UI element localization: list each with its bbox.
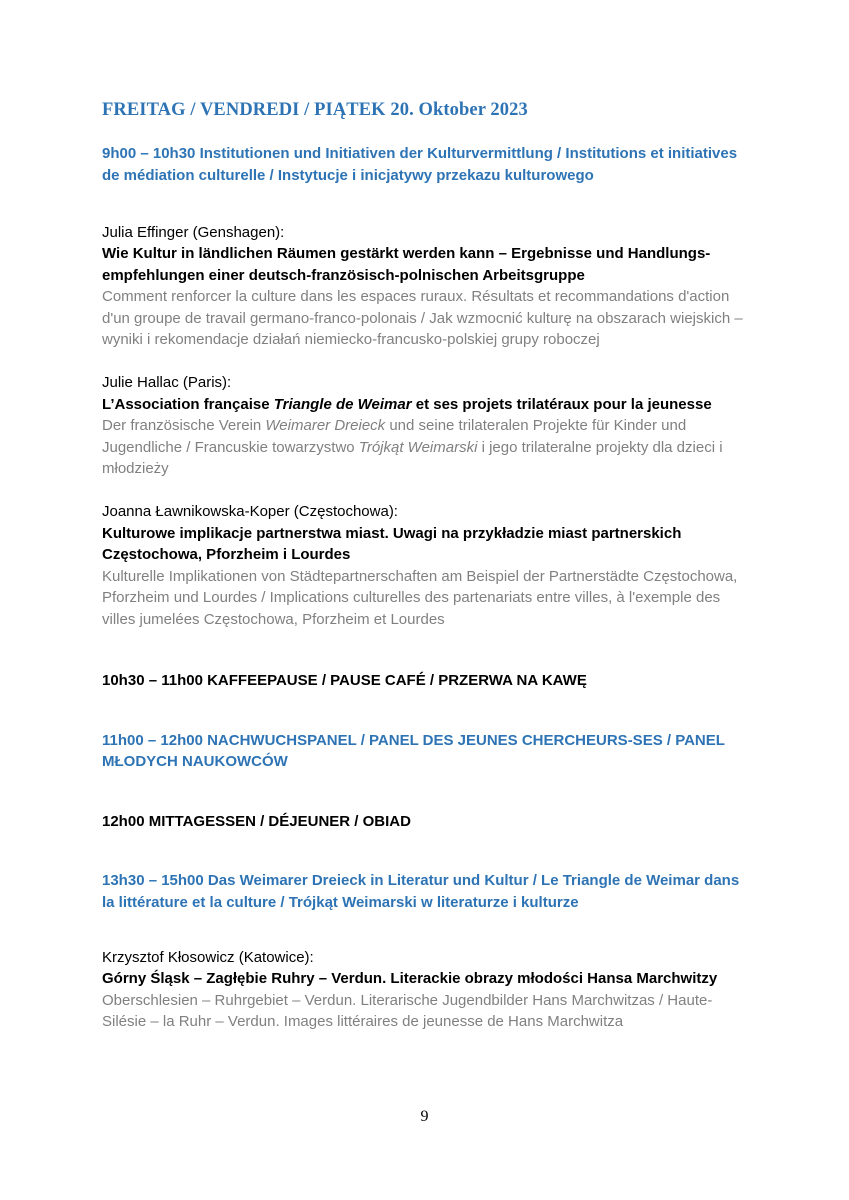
talk-title: Górny Śląsk – Zagłębie Ruhry – Verdun. Literackie obrazy młodości Hansa Marchwitzy bbox=[102, 970, 718, 987]
talk-title: Wie Kultur in ländlichen Räumen gestärkt werden kann – Ergebnisse und Handlungs-empfehlungen einer deutsch-französisch-polnischen Arbeitsgruppe bbox=[102, 245, 711, 284]
talk-title: L’Association française Triangle de Weimar et ses projets trilatéraux pour la jeunesse bbox=[102, 395, 712, 413]
speaker-name: Julia Effinger (Genshagen): bbox=[102, 223, 285, 241]
young-researchers-panel-heading: 11h00 – 12h00 NACHWUCHSPANEL / PANEL DES JEUNES CHERCHEURS-SES / PANEL MŁODYCH NAUKOWCÓW bbox=[102, 731, 725, 770]
coffee-break-heading: 10h30 – 11h00 KAFFEEPAUSE / PAUSE CAFÉ / PRZERWA NA KAWĘ bbox=[102, 672, 587, 689]
session-heading-afternoon: 13h30 – 15h00 Das Weimarer Dreieck in Literatur und Kultur / Le Triangle de Weimar dans la littérature et la culture / Trójkąt Weimarski w literaturze i kulturze bbox=[102, 872, 740, 911]
speaker-name: Joanna Ławnikowska-Koper (Częstochowa): bbox=[102, 503, 398, 520]
talk-translation: Der französische Verein Weimarer Dreieck und seine trilateralen Projekte für Kinder und Jugendliche / Francuskie towarzystwo Trójkąt Weimarski i jego trilateralne projekty dla dzieci i młodzieży bbox=[102, 417, 723, 477]
talk-klosowicz bbox=[102, 947, 752, 1033]
talk-lawnikowska-koper bbox=[102, 501, 752, 630]
talk-translation: Kulturelle Implikationen von Städtepartnerschaften am Beispiel der Partnerstädte Częstochowa, Pforzheim und Lourdes / Implications culturelles des partenariats entre villes, à l'exemple des villes jumelées Częstochowa, Pforzheim et Lourdes bbox=[102, 567, 738, 628]
talk-hallac bbox=[102, 372, 752, 480]
speaker-name: Krzysztof Kłosowicz (Katowice): bbox=[102, 948, 314, 966]
page-number: 9 bbox=[420, 1108, 429, 1125]
lunch-heading: 12h00 MITTAGESSEN / DÉJEUNER / OBIAD bbox=[102, 812, 411, 830]
day-heading: FREITAG / VENDREDI / PIĄTEK 20. Oktober 2023 bbox=[102, 100, 528, 120]
document-page bbox=[102, 97, 752, 1033]
speaker-name: Julie Hallac (Paris): bbox=[102, 374, 232, 391]
talk-effinger bbox=[102, 222, 752, 351]
session-heading-morning: 9h00 – 10h30 Institutionen und Initiativen der Kulturvermittlung / Institutions et initiatives de médiation culturelle / Instytucje i inicjatywy przekazu kulturowego bbox=[102, 145, 738, 184]
talk-translation: Comment renforcer la culture dans les espaces ruraux. Résultats et recommandations d'action d'un groupe de travail germano-franco-polonais / Jak wzmocnić kulturę na obszarach wiejskich – wyniki i rekomendacje działań niemiecko-francusko-polskiej grupy roboczej bbox=[102, 288, 743, 348]
talk-title: Kulturowe implikacje partnerstwa miast. Uwagi na przykładzie miast partnerskich Częstochowa, Pforzheim i Lourdes bbox=[102, 524, 682, 563]
talk-translation: Oberschlesien – Ruhrgebiet – Verdun. Literarische Jugendbilder Hans Marchwitzas / Haute-Silésie – la Ruhr – Verdun. Images littéraires de jeunesse de Hans Marchwitza bbox=[102, 991, 713, 1030]
